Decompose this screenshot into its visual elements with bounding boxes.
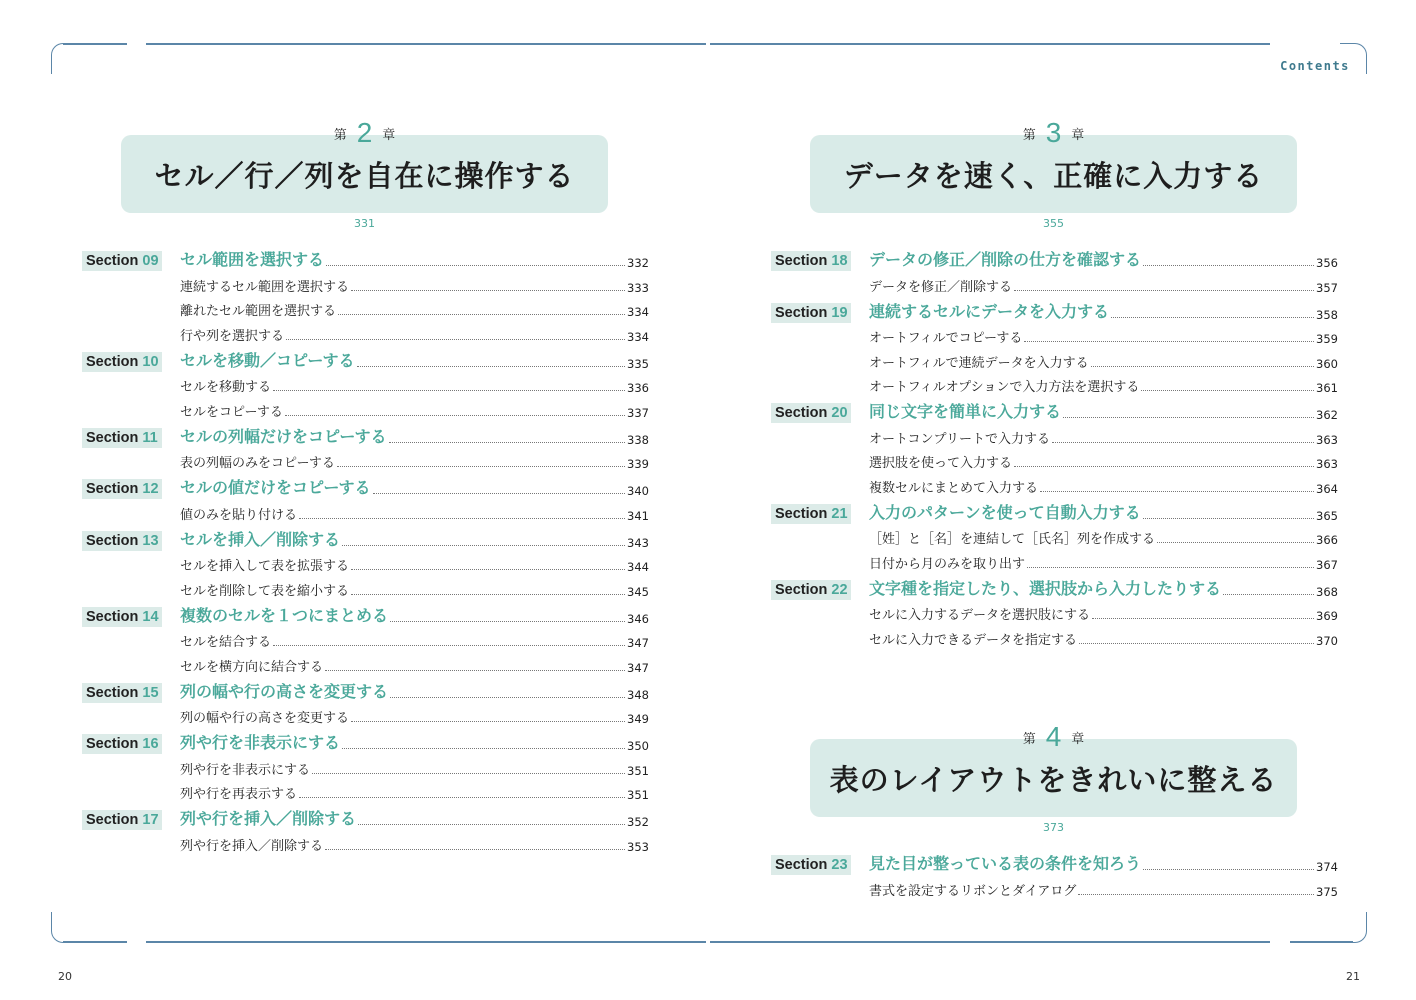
dot-leader <box>1078 894 1314 895</box>
toc-subsection-row[interactable] <box>82 705 647 730</box>
section-label: Section <box>86 736 139 752</box>
dot-leader <box>338 314 625 315</box>
section-title: 同じ文字を簡単に入力する <box>869 402 1062 421</box>
frame-top-right <box>710 43 1270 45</box>
toc-section-row[interactable] <box>771 398 1336 425</box>
dot-leader <box>1024 341 1314 342</box>
dot-leader <box>1027 567 1314 568</box>
dot-leader <box>299 518 625 519</box>
toc-subsection-row[interactable] <box>771 877 1336 902</box>
subsection-title: 選択肢を使って入力する <box>869 456 1013 471</box>
section-badge <box>82 531 162 551</box>
page-ref: 364 <box>1316 481 1338 496</box>
toc-subsection-row[interactable] <box>82 653 647 678</box>
toc-entry <box>180 376 647 395</box>
subsection-title: オートフィルオプションで入力方法を選択する <box>869 380 1140 395</box>
section-badge <box>771 504 851 524</box>
section-title: セル範囲を選択する <box>180 250 325 269</box>
dot-leader <box>390 697 625 698</box>
subsection-title: 連続するセル範囲を選択する <box>180 279 350 295</box>
subsection-title: 値のみを貼り付ける <box>180 507 298 523</box>
toc-subsection-row[interactable] <box>82 832 647 857</box>
chapter-suffix: 章 <box>1071 732 1085 747</box>
toc-section-row[interactable] <box>771 499 1336 526</box>
section-badge <box>82 352 162 372</box>
toc-entry <box>180 452 647 471</box>
contents-label: Contents <box>1280 59 1350 73</box>
toc-subsection-row[interactable] <box>82 298 647 323</box>
section-number: 16 <box>142 736 159 752</box>
toc-section-row[interactable] <box>82 805 647 832</box>
section-label: Section <box>86 429 139 446</box>
section-number: 19 <box>831 304 848 321</box>
section-label: Section <box>86 481 139 497</box>
section-label: Section <box>775 304 828 321</box>
toc-subsection-row[interactable] <box>771 626 1336 651</box>
toc-entry <box>869 247 1336 270</box>
section-label: Section <box>775 253 828 269</box>
section-title: 列の幅や行の高さを変更する <box>180 681 389 701</box>
toc-subsection-row[interactable] <box>771 474 1336 499</box>
frame-corner-top-left <box>51 43 78 74</box>
subsection-title: オートコンプリートで入力する <box>869 431 1050 447</box>
section-title: 連続するセルにデータを入力する <box>869 301 1110 321</box>
toc-section-row[interactable] <box>82 246 647 273</box>
section-badge <box>82 810 162 830</box>
page-ref: 375 <box>1316 884 1338 899</box>
dot-leader <box>390 621 625 622</box>
section-label: Section <box>775 581 828 598</box>
section-label: Section <box>86 812 139 828</box>
subsection-title: セルを削除して表を縮小する <box>180 583 350 599</box>
subsection-title: 日付から月のみを取り出す <box>869 556 1026 572</box>
toc-list-chapter-3 <box>771 246 1336 651</box>
section-badge <box>82 479 162 499</box>
chapter-page: 331 <box>354 217 375 230</box>
toc-entry <box>869 500 1336 523</box>
page-ref: 332 <box>627 256 649 270</box>
chapter-prefix: 第 <box>333 128 347 143</box>
page-ref: 336 <box>627 381 649 395</box>
section-number: 14 <box>142 608 159 625</box>
toc-entry <box>869 428 1336 447</box>
dot-leader <box>1223 594 1314 595</box>
page-ref: 365 <box>1316 508 1338 523</box>
toc-section-row[interactable] <box>82 474 647 501</box>
toc-section-row[interactable] <box>771 850 1336 877</box>
section-number: 12 <box>142 481 159 497</box>
toc-entry <box>869 276 1336 295</box>
toc-entry <box>180 300 647 319</box>
section-label: Section <box>775 857 828 873</box>
section-label: Section <box>775 405 828 421</box>
chapter-4-header <box>810 721 1297 834</box>
subsection-title: オートフィルで連続データを入力する <box>869 355 1089 371</box>
toc-section-row[interactable] <box>82 423 647 450</box>
toc-entry <box>180 730 647 753</box>
toc-subsection-row[interactable] <box>82 629 647 654</box>
page-ref: 374 <box>1316 860 1338 874</box>
dot-leader <box>1052 442 1314 443</box>
page-ref: 334 <box>627 329 649 344</box>
toc-entry <box>180 679 647 702</box>
toc-subsection-row[interactable] <box>82 374 647 399</box>
section-label: Section <box>86 684 139 701</box>
toc-entry <box>180 276 647 295</box>
dot-leader <box>1092 618 1314 619</box>
subsection-title: セルを挿入して表を拡張する <box>180 559 350 574</box>
toc-section-row[interactable] <box>771 298 1336 325</box>
toc-section-row[interactable] <box>82 347 647 374</box>
toc-entry <box>180 555 647 574</box>
toc-entry <box>180 783 647 802</box>
section-title: 文字種を指定したり、選択肢から入力したりする <box>869 578 1222 598</box>
dot-leader <box>1040 491 1314 492</box>
page-ref: 340 <box>627 484 649 498</box>
toc-subsection-row[interactable] <box>771 425 1336 450</box>
page-ref: 351 <box>627 788 649 802</box>
toc-entry <box>180 247 647 270</box>
toc-subsection-row[interactable] <box>82 450 647 475</box>
subsection-title: 列や行を挿入／削除する <box>180 838 324 854</box>
dot-leader <box>1063 417 1314 418</box>
chapter-suffix: 章 <box>382 128 396 143</box>
subsection-title: ［姓］と［名］を連結して［氏名］列を作成する <box>869 532 1156 547</box>
toc-entry <box>180 759 647 778</box>
subsection-title: セルを結合する <box>180 635 272 650</box>
dot-leader <box>1091 366 1314 367</box>
dot-leader <box>326 265 625 266</box>
toc-subsection-row[interactable] <box>771 450 1336 475</box>
section-badge <box>771 580 851 600</box>
page-ref: 358 <box>1316 307 1338 322</box>
page-ref: 356 <box>1316 256 1338 270</box>
frame-top-left <box>146 43 706 45</box>
page-ref: 345 <box>627 584 649 599</box>
toc-section-row[interactable] <box>82 526 647 553</box>
toc-subsection-row[interactable] <box>771 602 1336 627</box>
page-ref: 347 <box>627 636 649 650</box>
page-number-right: 21 <box>1346 970 1360 983</box>
toc-subsection-row[interactable] <box>82 577 647 602</box>
toc-entry <box>180 835 647 854</box>
toc-entry <box>869 553 1336 572</box>
dot-leader <box>351 569 625 570</box>
toc-entry <box>180 475 647 498</box>
dot-leader <box>337 466 625 467</box>
frame-corner-bottom-left <box>51 912 78 943</box>
section-label: Section <box>86 532 139 549</box>
toc-entry <box>180 325 647 344</box>
subsection-title: 行や列を選択する <box>180 328 285 344</box>
frame-bottom-right <box>710 941 1270 943</box>
toc-subsection-row[interactable] <box>82 781 647 806</box>
chapter-title: データを速く、正確に入力する <box>810 135 1297 213</box>
toc-entry <box>869 327 1336 346</box>
toc-entry <box>869 376 1336 395</box>
toc-subsection-row[interactable] <box>82 322 647 347</box>
page-ref: 349 <box>627 712 649 726</box>
page-ref: 369 <box>1316 609 1338 623</box>
page-ref: 357 <box>1316 280 1338 295</box>
dot-leader <box>389 442 625 443</box>
dot-leader <box>273 645 625 646</box>
page-ref: 363 <box>1316 432 1338 447</box>
subsection-title: 列や行を非表示にする <box>180 762 311 778</box>
dot-leader <box>351 721 625 722</box>
toc-subsection-row[interactable] <box>771 325 1336 350</box>
frame-bottom-left <box>146 941 706 943</box>
page-ref: 363 <box>1316 457 1338 471</box>
dot-leader <box>312 773 625 774</box>
dot-leader <box>299 797 625 798</box>
subsection-title: 離れたセル範囲を選択する <box>180 304 337 319</box>
dot-leader <box>1143 265 1314 266</box>
dot-leader <box>325 670 625 671</box>
section-label: Section <box>86 253 139 269</box>
section-number: 23 <box>831 857 848 873</box>
section-badge <box>82 607 162 627</box>
toc-subsection-row[interactable] <box>82 553 647 578</box>
toc-entry <box>869 528 1336 547</box>
dot-leader <box>1079 643 1314 644</box>
section-label: Section <box>86 353 139 370</box>
page-ref: 368 <box>1316 584 1338 599</box>
toc-subsection-row[interactable] <box>82 501 647 526</box>
dot-leader <box>373 493 625 494</box>
section-title: セルの列幅だけをコピーする <box>180 426 387 446</box>
toc-subsection-row[interactable] <box>771 374 1336 399</box>
toc-subsection-row[interactable] <box>771 349 1336 374</box>
toc-subsection-row[interactable] <box>771 526 1336 551</box>
page-ref: 370 <box>1316 633 1338 648</box>
page-ref: 337 <box>627 405 649 420</box>
dot-leader <box>1014 290 1314 291</box>
dot-leader <box>273 390 625 391</box>
toc-list-chapter-2 <box>82 246 647 857</box>
page-ref: 339 <box>627 457 649 471</box>
section-number: 11 <box>142 429 158 446</box>
toc-entry <box>180 401 647 420</box>
chapter-suffix: 章 <box>1071 128 1085 143</box>
section-label: Section <box>775 505 828 522</box>
section-badge <box>771 303 851 323</box>
toc-section-row[interactable] <box>771 575 1336 602</box>
section-number: 22 <box>831 581 848 598</box>
section-title: 見た目が整っている表の条件を知ろう <box>869 854 1142 873</box>
chapter-number <box>121 118 608 151</box>
section-number: 15 <box>142 684 159 701</box>
section-title: セルを移動／コピーする <box>180 350 355 370</box>
toc-entry <box>869 629 1336 648</box>
subsection-title: セルに入力するデータを選択肢にする <box>869 608 1091 623</box>
toc-subsection-row[interactable] <box>771 550 1336 575</box>
dot-leader <box>351 594 625 595</box>
section-badge <box>82 734 162 754</box>
section-title: セルの値だけをコピーする <box>180 478 371 497</box>
page-ref: 352 <box>627 815 649 829</box>
subsection-title: 列や行を再表示する <box>180 787 298 802</box>
subsection-title: セルを横方向に結合する <box>180 659 324 675</box>
toc-section-row[interactable] <box>82 729 647 756</box>
chapter-number <box>810 118 1297 151</box>
page-ref: 344 <box>627 560 649 574</box>
chapter-page: 373 <box>1043 821 1064 834</box>
toc-entry <box>869 851 1336 874</box>
toc-entry <box>180 656 647 675</box>
chapter-3-header <box>810 117 1297 230</box>
section-title: データの修正／削除の仕方を確認する <box>869 250 1142 269</box>
section-number: 09 <box>142 253 159 269</box>
toc-subsection-row[interactable] <box>771 273 1336 298</box>
toc-entry <box>869 352 1336 371</box>
section-number: 13 <box>142 532 159 549</box>
page-ref: 348 <box>627 687 649 702</box>
toc-entry <box>869 576 1336 599</box>
subsection-title: 複数セルにまとめて入力する <box>869 480 1039 496</box>
section-number: 18 <box>831 253 848 269</box>
chapter-prefix: 第 <box>1022 732 1036 747</box>
section-badge <box>771 855 851 875</box>
toc-entry <box>180 806 647 829</box>
toc-section-row[interactable] <box>82 602 647 629</box>
page-ref: 361 <box>1316 381 1338 395</box>
page-ref: 359 <box>1316 332 1338 346</box>
page-number-left: 20 <box>58 970 72 983</box>
section-badge <box>771 251 851 271</box>
section-number: 21 <box>831 505 848 522</box>
toc-entry <box>869 299 1336 322</box>
chapter-title: セル／行／列を自在に操作する <box>121 135 608 213</box>
dot-leader <box>325 849 625 850</box>
subsection-title: データを修正／削除する <box>869 279 1013 295</box>
toc-entry <box>869 452 1336 471</box>
toc-entry <box>180 348 647 371</box>
dot-leader <box>1143 869 1314 870</box>
chapter-page: 355 <box>1043 217 1064 230</box>
subsection-title: 表の列幅のみをコピーする <box>180 456 335 471</box>
dot-leader <box>1141 390 1314 391</box>
subsection-title: セルを移動する <box>180 380 272 395</box>
dot-leader <box>1111 317 1314 318</box>
page-ref: 362 <box>1316 408 1338 422</box>
toc-entry <box>180 504 647 523</box>
subsection-title: セルに入力できるデータを指定する <box>869 632 1078 648</box>
dot-leader <box>357 366 625 367</box>
subsection-title: セルをコピーする <box>180 404 283 420</box>
section-title: 列や行を挿入／削除する <box>180 809 357 828</box>
page-ref: 347 <box>627 660 649 675</box>
chapter-number-digit: 3 <box>1045 117 1062 148</box>
section-number: 17 <box>142 812 159 828</box>
subsection-title: 書式を設定するリボンとダイアログ <box>869 883 1077 899</box>
page-ref: 353 <box>627 839 649 854</box>
chapter-number <box>810 722 1297 755</box>
dot-leader <box>351 290 625 291</box>
section-title: セルを挿入／削除する <box>180 529 341 549</box>
page-ref: 334 <box>627 305 649 319</box>
frame-corner-bottom-right <box>1340 912 1367 943</box>
dot-leader <box>285 415 625 416</box>
toc-entry <box>180 424 647 447</box>
page-ref: 366 <box>1316 533 1338 547</box>
section-title: 列や行を非表示にする <box>180 733 341 752</box>
page-ref: 350 <box>627 739 649 753</box>
page-ref: 333 <box>627 280 649 295</box>
page-ref: 360 <box>1316 356 1338 371</box>
dot-leader <box>358 824 625 825</box>
toc-list-chapter-4 <box>771 850 1336 902</box>
section-number: 20 <box>831 405 848 421</box>
section-badge <box>82 251 162 271</box>
dot-leader <box>1143 518 1314 519</box>
toc-entry <box>869 477 1336 496</box>
toc-entry <box>869 880 1336 899</box>
page-ref: 346 <box>627 611 649 626</box>
chapter-number-digit: 2 <box>356 117 373 148</box>
toc-section-row[interactable] <box>771 246 1336 273</box>
toc-section-row[interactable] <box>82 678 647 705</box>
toc-entry <box>180 707 647 726</box>
dot-leader <box>342 545 625 546</box>
section-badge <box>771 403 851 423</box>
page-ref: 343 <box>627 535 649 550</box>
chapter-number-digit: 4 <box>1045 721 1062 752</box>
toc-entry <box>180 527 647 550</box>
dot-leader <box>286 339 625 340</box>
toc-entry <box>180 580 647 599</box>
toc-subsection-row[interactable] <box>82 756 647 781</box>
subsection-title: オートフィルでコピーする <box>869 331 1023 346</box>
section-title: 複数のセルを１つにまとめる <box>180 605 389 625</box>
page-ref: 335 <box>627 356 649 371</box>
chapter-title: 表のレイアウトをきれいに整える <box>810 739 1297 817</box>
dot-leader <box>1014 466 1314 467</box>
page-ref: 341 <box>627 508 649 523</box>
chapter-prefix: 第 <box>1022 128 1036 143</box>
section-number: 10 <box>142 353 159 370</box>
section-badge <box>82 683 162 703</box>
toc-subsection-row[interactable] <box>82 398 647 423</box>
section-label: Section <box>86 608 139 625</box>
toc-entry <box>869 604 1336 623</box>
toc-entry <box>180 631 647 650</box>
page-ref: 367 <box>1316 557 1338 572</box>
dot-leader <box>1157 542 1314 543</box>
page-ref: 351 <box>627 763 649 778</box>
toc-subsection-row[interactable] <box>82 273 647 298</box>
chapter-2-header <box>121 117 608 230</box>
toc-entry <box>869 399 1336 422</box>
page-ref: 338 <box>627 432 649 447</box>
subsection-title: 列の幅や行の高さを変更する <box>180 711 350 726</box>
dot-leader <box>342 748 625 749</box>
toc-entry <box>180 603 647 626</box>
section-badge <box>82 428 162 448</box>
section-title: 入力のパターンを使って自動入力する <box>869 502 1141 522</box>
